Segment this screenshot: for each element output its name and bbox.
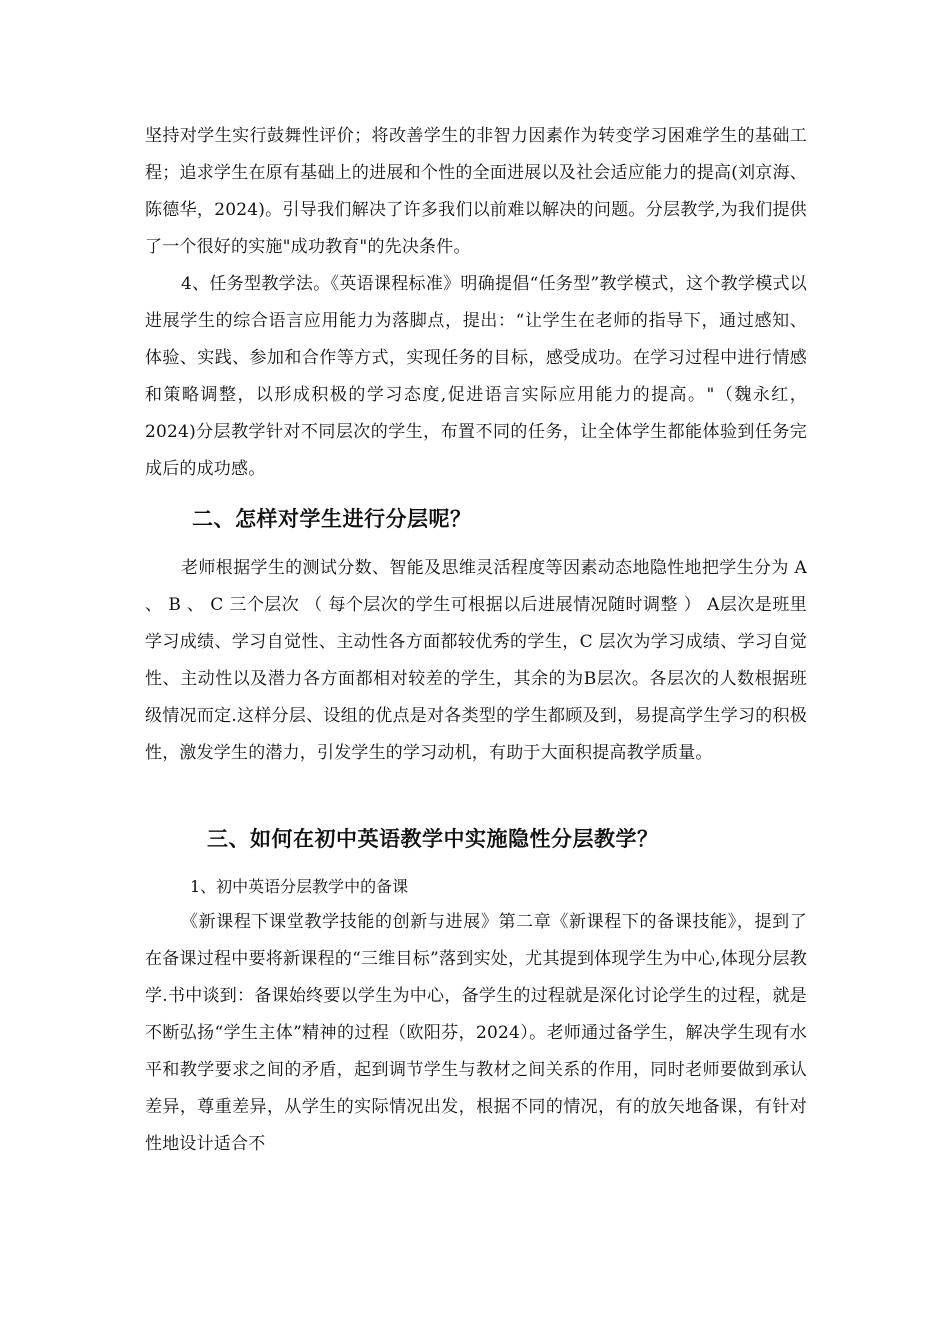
paragraph-layering-method: 老师根据学生的测试分数、智能及思维灵活程度等因素动态地隐性地把学生分为 A 、 B 、 C 三个层次 （ 每个层次的学生可根据以后进展情况随时调整 ） A层次是班里学习成绩、学习自觉性、主动性各方面都较优秀的学生，C 层次为学习成绩、学习自觉性、主动性以及潜力各方面都相对较差的学生，其余的为B层次。各层次的人数根据班级情况而定.这样分层、设组的优点是对各类型的学生都顾及到，易提高学生学习的积极性，激发学生的潜力，引发学生的学习动机，有助于大面积提高教学质量。: [145, 558, 807, 763]
section-heading-how-to-layer: 二、怎样对学生进行分层呢？: [192, 507, 472, 531]
paragraph-task-based-teaching: 4、任务型教学法。《英语课程标准》明确提倡“任务型”教学模式，这个教学模式以进展学生的综合语言应用能力为落脚点，提出：“让学生在老师的指导下，通过感知、体验、实践、参加和合作等方式，实现任务的目标，感受成功。在学习过程中进行情感和策略调整，以形成积极的学习态度,促进语言实际应用能力的提高。"（魏永红，2024)分层教学针对不同层次的学生，布置不同的任务，让全体学生都能体验到任务完成后的成功感。: [145, 274, 807, 479]
section-heading-implementation: 三、如何在初中英语教学中实施隐性分层教学？: [207, 827, 659, 851]
paragraph-success-education: 坚持对学生实行鼓舞性评价；将改善学生的非智力因素作为转变学习困难学生的基础工程；追求学生在原有基础上的进展和个性的全面进展以及社会适应能力的提高(刘京海、陈德华，2024)。引导我们解决了许多我们以前难以解决的问题。分层教学,为我们提供了一个很好的实施"成功教育"的先决条件。: [145, 126, 807, 257]
paragraph-lesson-preparation: 《新课程下课堂教学技能的创新与进展》第二章《新课程下的备课技能》，提到了在备课过程中要将新课程的“三维目标”落到实处，尤其提到体现学生为中心,体现分层教学.书中谈到：备课始终要以学生为中心，备学生的过程就是深化讨论学生的过程，就是不断弘扬“学生主体”精神的过程（欧阳芬，2024）。老师通过备学生，解决学生现有水平和教学要求之间的矛盾，起到调节学生与教材之间关系的作用，同时老师要做到承认差异，尊重差异，从学生的实际情况出发，根据不同的情况，有的放矢地备课，有针对性地设计适合不: [145, 912, 807, 1154]
subheading-lesson-preparation: 1、初中英语分层教学中的备课: [190, 877, 409, 896]
